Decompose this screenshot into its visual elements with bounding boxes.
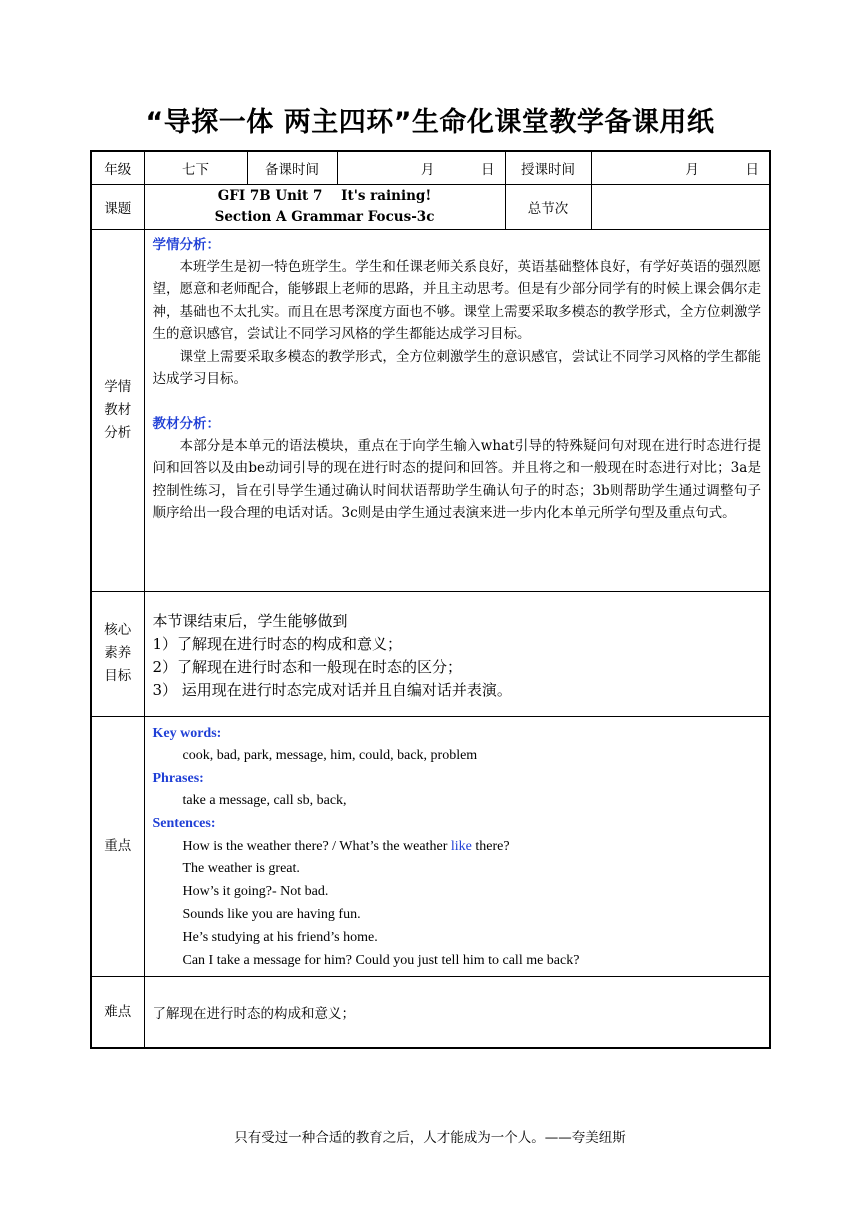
analysis-row bbox=[91, 229, 770, 591]
sentences-heading: Sentences: bbox=[152, 816, 216, 832]
teach-day: 日 bbox=[745, 161, 759, 178]
prep-time-label: 备课时间 bbox=[247, 151, 337, 184]
core-goals-content bbox=[144, 591, 770, 716]
topic-value bbox=[144, 184, 505, 229]
core-label-line: 目标 bbox=[104, 668, 132, 684]
teach-time-value bbox=[591, 151, 770, 184]
key-points-label: 重点 bbox=[91, 716, 144, 977]
topic-line-1: GFI 7B Unit 7 It's raining! bbox=[217, 187, 432, 204]
keywords-list: cook, bad, park, message, him, could, back, problem bbox=[182, 748, 478, 763]
phrases-heading: Phrases: bbox=[152, 770, 204, 786]
analysis-content bbox=[144, 229, 770, 591]
total-sessions-value bbox=[591, 184, 770, 229]
analysis-label-line: 学情 bbox=[104, 378, 132, 395]
core-goals-row bbox=[91, 591, 770, 716]
prep-month: 月 bbox=[420, 161, 435, 178]
prep-time-value bbox=[337, 151, 505, 184]
material-analysis-paragraph: 本部分是本单元的语法模块，重点在于向学生输入what引导的特殊疑问句对现在进行时态进行提问和回答以及由be动词引导的现在进行时态的提问和回答。并且将之和一般现在时态进行对比；3a是控制性练习，旨在引导学生通过确认时间状语帮助学生确认句子的时态；3b则帮助学生通过调整句子顺序给出一段合理的电话对话。3c则是由学生通过表演来进一步内化本单元所学句型及重点句式。 bbox=[152, 437, 761, 521]
sentence-item: He’s studying at his friend’s home. bbox=[182, 929, 378, 945]
core-goal-item: 2）了解现在进行时态和一般现在时态的区分； bbox=[152, 657, 463, 676]
difficulty-content: 了解现在进行时态的构成和意义； bbox=[144, 977, 770, 1048]
grade-value: 七下 bbox=[144, 151, 247, 184]
sentence-item: The weather is great. bbox=[182, 861, 300, 877]
sentence-item: How’s it going?- Not bad. bbox=[182, 884, 329, 900]
sentence-item: Sounds like you are having fun. bbox=[182, 906, 361, 922]
grade-label: 年级 bbox=[91, 151, 144, 184]
lesson-plan-table bbox=[90, 150, 771, 1049]
core-goals-label bbox=[91, 591, 144, 716]
difficulty-row bbox=[91, 977, 770, 1048]
total-sessions-label: 总节次 bbox=[505, 184, 591, 229]
analysis-label-line: 教材 bbox=[104, 401, 132, 418]
material-analysis-heading: 教材分析： bbox=[152, 415, 220, 432]
sentence-highlight: like bbox=[450, 838, 472, 854]
teach-time-label: 授课时间 bbox=[505, 151, 591, 184]
student-analysis-heading: 学情分析： bbox=[152, 236, 220, 253]
student-analysis-paragraph: 本班学生是初一特色班学生。学生和任课老师关系良好，英语基础整体良好，有学好英语的强烈愿望，愿意和老师配合，能够跟上老师的思路，并且主动思考。但是有少部分同学有的时候上课会偶尔走神，基础也不太扎实。而且在思考深度方面也不够。课堂上需要采取多模态的教学形式，全方位刺激学生的意识感官，尝试让不同学习风格的学生都能达成学习目标。 bbox=[152, 258, 761, 342]
core-goals-intro: 本节课结束后，学生能够做到 bbox=[152, 611, 348, 630]
prep-day: 日 bbox=[481, 161, 495, 178]
student-analysis-paragraph: 课堂上需要采取多模态的教学形式，全方位刺激学生的意识感官，尝试让不同学习风格的学生都能达成学习目标。 bbox=[152, 348, 761, 387]
teach-month: 月 bbox=[685, 161, 699, 178]
topic-label: 课题 bbox=[91, 184, 144, 229]
topic-line-2: Section A Grammar Focus-3c bbox=[214, 208, 435, 225]
phrases-list: take a message, call sb, back, bbox=[182, 793, 347, 809]
core-label-line: 核心 bbox=[104, 622, 132, 638]
core-label-line: 素养 bbox=[104, 645, 132, 661]
analysis-label-line: 分析 bbox=[104, 424, 132, 441]
footer-quote: 只有受过一种合适的教育之后，人才能成为一个人。——夸美纽斯 bbox=[234, 1130, 626, 1146]
keywords-heading: Key words: bbox=[152, 725, 222, 741]
core-goal-item: 1）了解现在进行时态的构成和意义； bbox=[152, 634, 403, 653]
sentence-item bbox=[153, 836, 762, 859]
header-row bbox=[91, 151, 770, 184]
difficulty-label: 难点 bbox=[91, 977, 144, 1048]
core-goal-item: 3） 运用现在进行时态完成对话并且自编对话并表演。 bbox=[152, 680, 512, 699]
sentence-item: Can I take a message for him? Could you just tell him to call me back? bbox=[182, 952, 580, 968]
topic-row bbox=[91, 184, 770, 229]
sentence-text: there? bbox=[471, 838, 510, 854]
key-points-row bbox=[91, 716, 770, 977]
key-points-content bbox=[144, 716, 770, 977]
sentence-text: How is the weather there? / What’s the weather bbox=[182, 838, 451, 854]
analysis-label bbox=[91, 229, 144, 591]
page-title: “导探一体 两主四环”生命化课堂教学备课用纸 bbox=[145, 107, 715, 138]
